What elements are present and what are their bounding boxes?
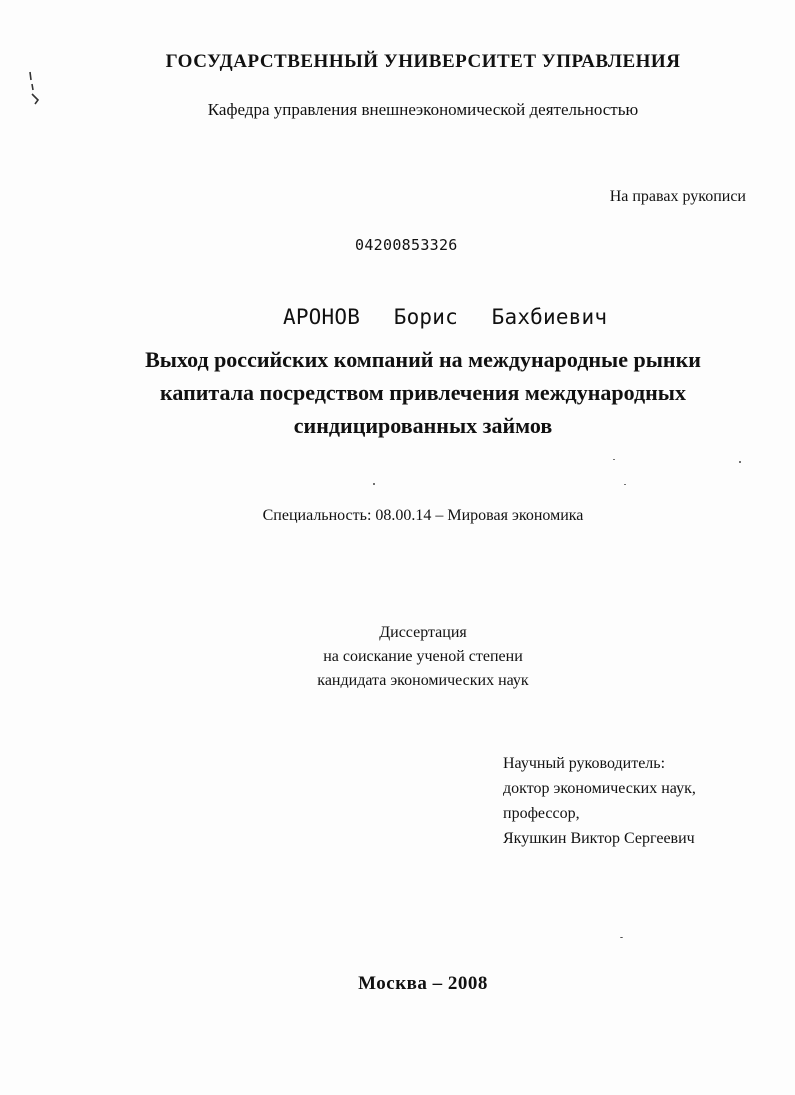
- supervisor-label: Научный руководитель:: [503, 755, 666, 772]
- dissertation-degree-block: [0, 621, 795, 693]
- scan-speck: [613, 459, 615, 460]
- dissertation-title: [0, 343, 795, 442]
- supervisor-name: Якушкин Виктор Сергеевич: [503, 830, 695, 847]
- specialty: Специальность: 08.00.14 – Мировая экономика: [262, 507, 584, 524]
- author-name: АРОНОВ Борис Бахбиевич: [283, 305, 608, 329]
- scan-speck: [620, 937, 623, 938]
- supervisor-degree: доктор экономических наук,: [503, 780, 696, 797]
- supervisor-block: [503, 751, 696, 851]
- scan-speck: [373, 483, 375, 485]
- department-name: Кафедра управления внешнеэкономической деятельностью: [207, 100, 639, 119]
- title-line: синдицированных займов: [293, 413, 553, 438]
- city-year: Москва – 2008: [358, 973, 488, 994]
- scan-speck: [624, 484, 626, 485]
- supervisor-rank: профессор,: [503, 805, 580, 822]
- manuscript-note: На правах рукописи: [609, 188, 746, 205]
- degree-name: кандидата экономических наук: [317, 672, 529, 689]
- title-line: капитала посредством привлечения международных: [160, 380, 686, 405]
- scan-speck: [739, 461, 741, 463]
- university-name: ГОСУДАРСТВЕННЫЙ УНИВЕРСИТЕТ УПРАВЛЕНИЯ: [165, 51, 681, 72]
- dissertation-label: Диссертация: [379, 624, 467, 641]
- inventory-number: 04200853326: [355, 236, 458, 254]
- title-line: Выход российских компаний на международные рынки: [145, 347, 701, 372]
- degree-purpose: на соискание ученой степени: [323, 648, 523, 665]
